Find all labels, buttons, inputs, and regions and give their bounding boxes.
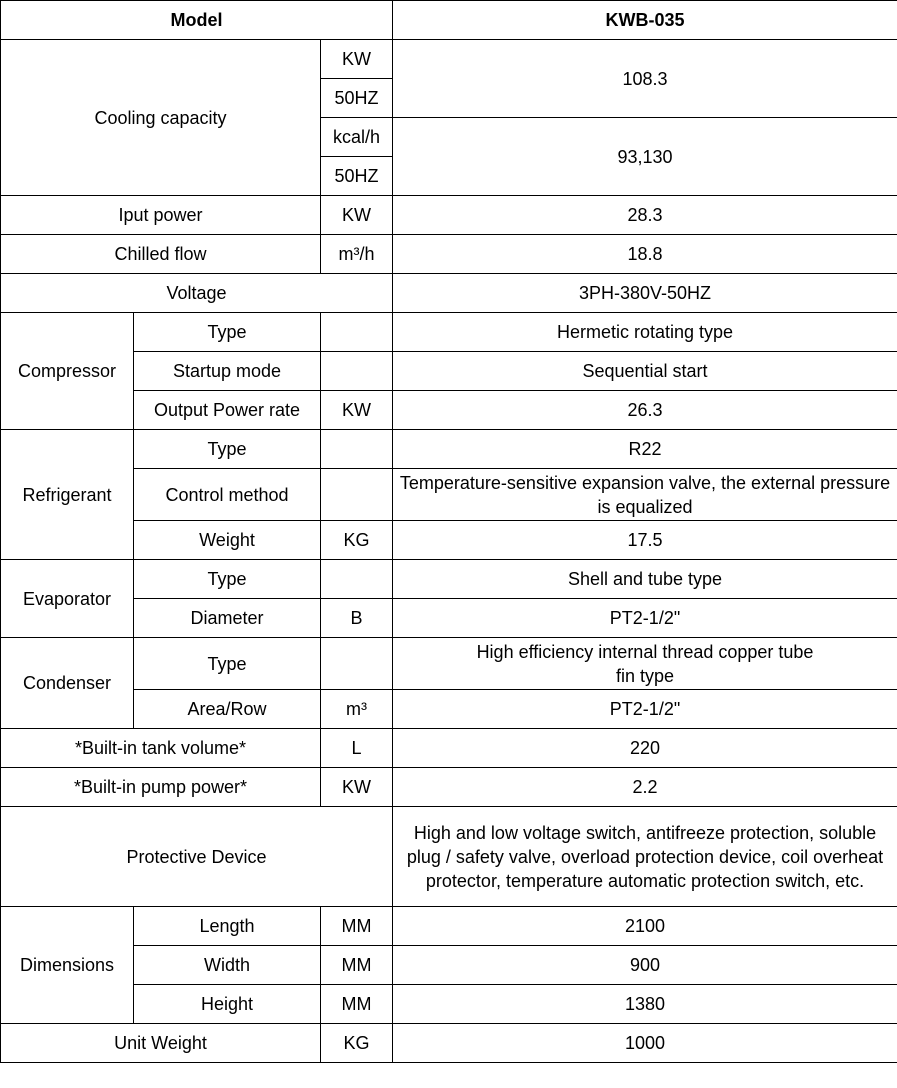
model-value: KWB-035 <box>393 1 897 40</box>
dimensions-length-unit: MM <box>321 907 393 946</box>
table-row <box>1 946 897 985</box>
refrigerant-control-value: Temperature-sensitive expansion valve, the external pressure is equalized <box>393 469 897 521</box>
refrigerant-weight-unit: KG <box>321 521 393 560</box>
table-row <box>1 985 897 1024</box>
condenser-area-value: PT2-1/2" <box>393 690 897 729</box>
tank-volume-value: 220 <box>393 729 897 768</box>
cooling-value-kcal: 93,130 <box>393 118 897 196</box>
compressor-startup-label: Startup mode <box>134 352 321 391</box>
protective-device-label: Protective Device <box>1 807 393 907</box>
refrigerant-type-label: Type <box>134 430 321 469</box>
compressor-type-value: Hermetic rotating type <box>393 313 897 352</box>
cooling-freq-1: 50HZ <box>321 79 393 118</box>
evaporator-diameter-value: PT2-1/2" <box>393 599 897 638</box>
refrigerant-weight-label: Weight <box>134 521 321 560</box>
pump-power-value: 2.2 <box>393 768 897 807</box>
table-row <box>1 391 897 430</box>
refrigerant-label: Refrigerant <box>1 430 134 560</box>
voltage-label: Voltage <box>1 274 393 313</box>
dimensions-height-unit: MM <box>321 985 393 1024</box>
compressor-type-label: Type <box>134 313 321 352</box>
input-power-unit: KW <box>321 196 393 235</box>
refrigerant-type-unit <box>321 430 393 469</box>
table-row <box>1 40 897 79</box>
evaporator-diameter-label: Diameter <box>134 599 321 638</box>
evaporator-diameter-unit: B <box>321 599 393 638</box>
condenser-type-value-line-1: High efficiency internal thread copper tube <box>476 641 814 662</box>
cooling-unit-kcal: kcal/h <box>321 118 393 157</box>
table-row <box>1 352 897 391</box>
tank-volume-label: *Built-in tank volume* <box>1 729 321 768</box>
table-row <box>1 196 897 235</box>
evaporator-label: Evaporator <box>1 560 134 638</box>
chilled-flow-unit: m³/h <box>321 235 393 274</box>
unit-weight-label: Unit Weight <box>1 1024 321 1063</box>
unit-weight-value: 1000 <box>393 1024 897 1063</box>
dimensions-height-label: Height <box>134 985 321 1024</box>
header-row <box>1 1 897 40</box>
compressor-startup-value: Sequential start <box>393 352 897 391</box>
condenser-type-unit <box>321 638 393 690</box>
compressor-type-unit <box>321 313 393 352</box>
compressor-output-unit: KW <box>321 391 393 430</box>
table-row <box>1 235 897 274</box>
condenser-area-unit: m³ <box>321 690 393 729</box>
table-row <box>1 560 897 599</box>
table-row <box>1 729 897 768</box>
cooling-freq-2: 50HZ <box>321 157 393 196</box>
table-row <box>1 807 897 907</box>
unit-weight-unit: KG <box>321 1024 393 1063</box>
table-row <box>1 599 897 638</box>
input-power-label: Iput power <box>1 196 321 235</box>
dimensions-width-unit: MM <box>321 946 393 985</box>
table-row <box>1 907 897 946</box>
dimensions-length-value: 2100 <box>393 907 897 946</box>
table-row <box>1 313 897 352</box>
table-row <box>1 430 897 469</box>
pump-power-unit: KW <box>321 768 393 807</box>
dimensions-length-label: Length <box>134 907 321 946</box>
dimensions-width-label: Width <box>134 946 321 985</box>
cooling-capacity-label: Cooling capacity <box>1 40 321 196</box>
dimensions-height-value: 1380 <box>393 985 897 1024</box>
compressor-output-label: Output Power rate <box>134 391 321 430</box>
table-row <box>1 469 897 521</box>
voltage-value: 3PH-380V-50HZ <box>393 274 897 313</box>
refrigerant-weight-value: 17.5 <box>393 521 897 560</box>
refrigerant-type-value: R22 <box>393 430 897 469</box>
input-power-value: 28.3 <box>393 196 897 235</box>
table-row <box>1 638 897 690</box>
cooling-value-kw: 108.3 <box>393 40 897 118</box>
table-row <box>1 1024 897 1063</box>
table-row <box>1 768 897 807</box>
pump-power-label: *Built-in pump power* <box>1 768 321 807</box>
condenser-area-label: Area/Row <box>134 690 321 729</box>
protective-device-value: High and low voltage switch, antifreeze protection, soluble plug / safety valve, overload protection device, coil overheat protector, temperature automatic protection switch, etc. <box>393 807 897 907</box>
dimensions-label: Dimensions <box>1 907 134 1024</box>
dimensions-width-value: 900 <box>393 946 897 985</box>
condenser-type-label: Type <box>134 638 321 690</box>
table-row <box>1 521 897 560</box>
table-row <box>1 690 897 729</box>
cooling-unit-kw: KW <box>321 40 393 79</box>
chilled-flow-label: Chilled flow <box>1 235 321 274</box>
condenser-label: Condenser <box>1 638 134 729</box>
condenser-type-value-line-2: fin type <box>615 665 675 686</box>
evaporator-type-unit <box>321 560 393 599</box>
compressor-output-value: 26.3 <box>393 391 897 430</box>
tank-volume-unit: L <box>321 729 393 768</box>
compressor-startup-unit <box>321 352 393 391</box>
model-label: Model <box>1 1 393 40</box>
compressor-label: Compressor <box>1 313 134 430</box>
refrigerant-control-label: Control method <box>134 469 321 521</box>
refrigerant-control-unit <box>321 469 393 521</box>
chilled-flow-value: 18.8 <box>393 235 897 274</box>
evaporator-type-label: Type <box>134 560 321 599</box>
evaporator-type-value: Shell and tube type <box>393 560 897 599</box>
condenser-type-value <box>393 638 897 690</box>
table-row <box>1 274 897 313</box>
